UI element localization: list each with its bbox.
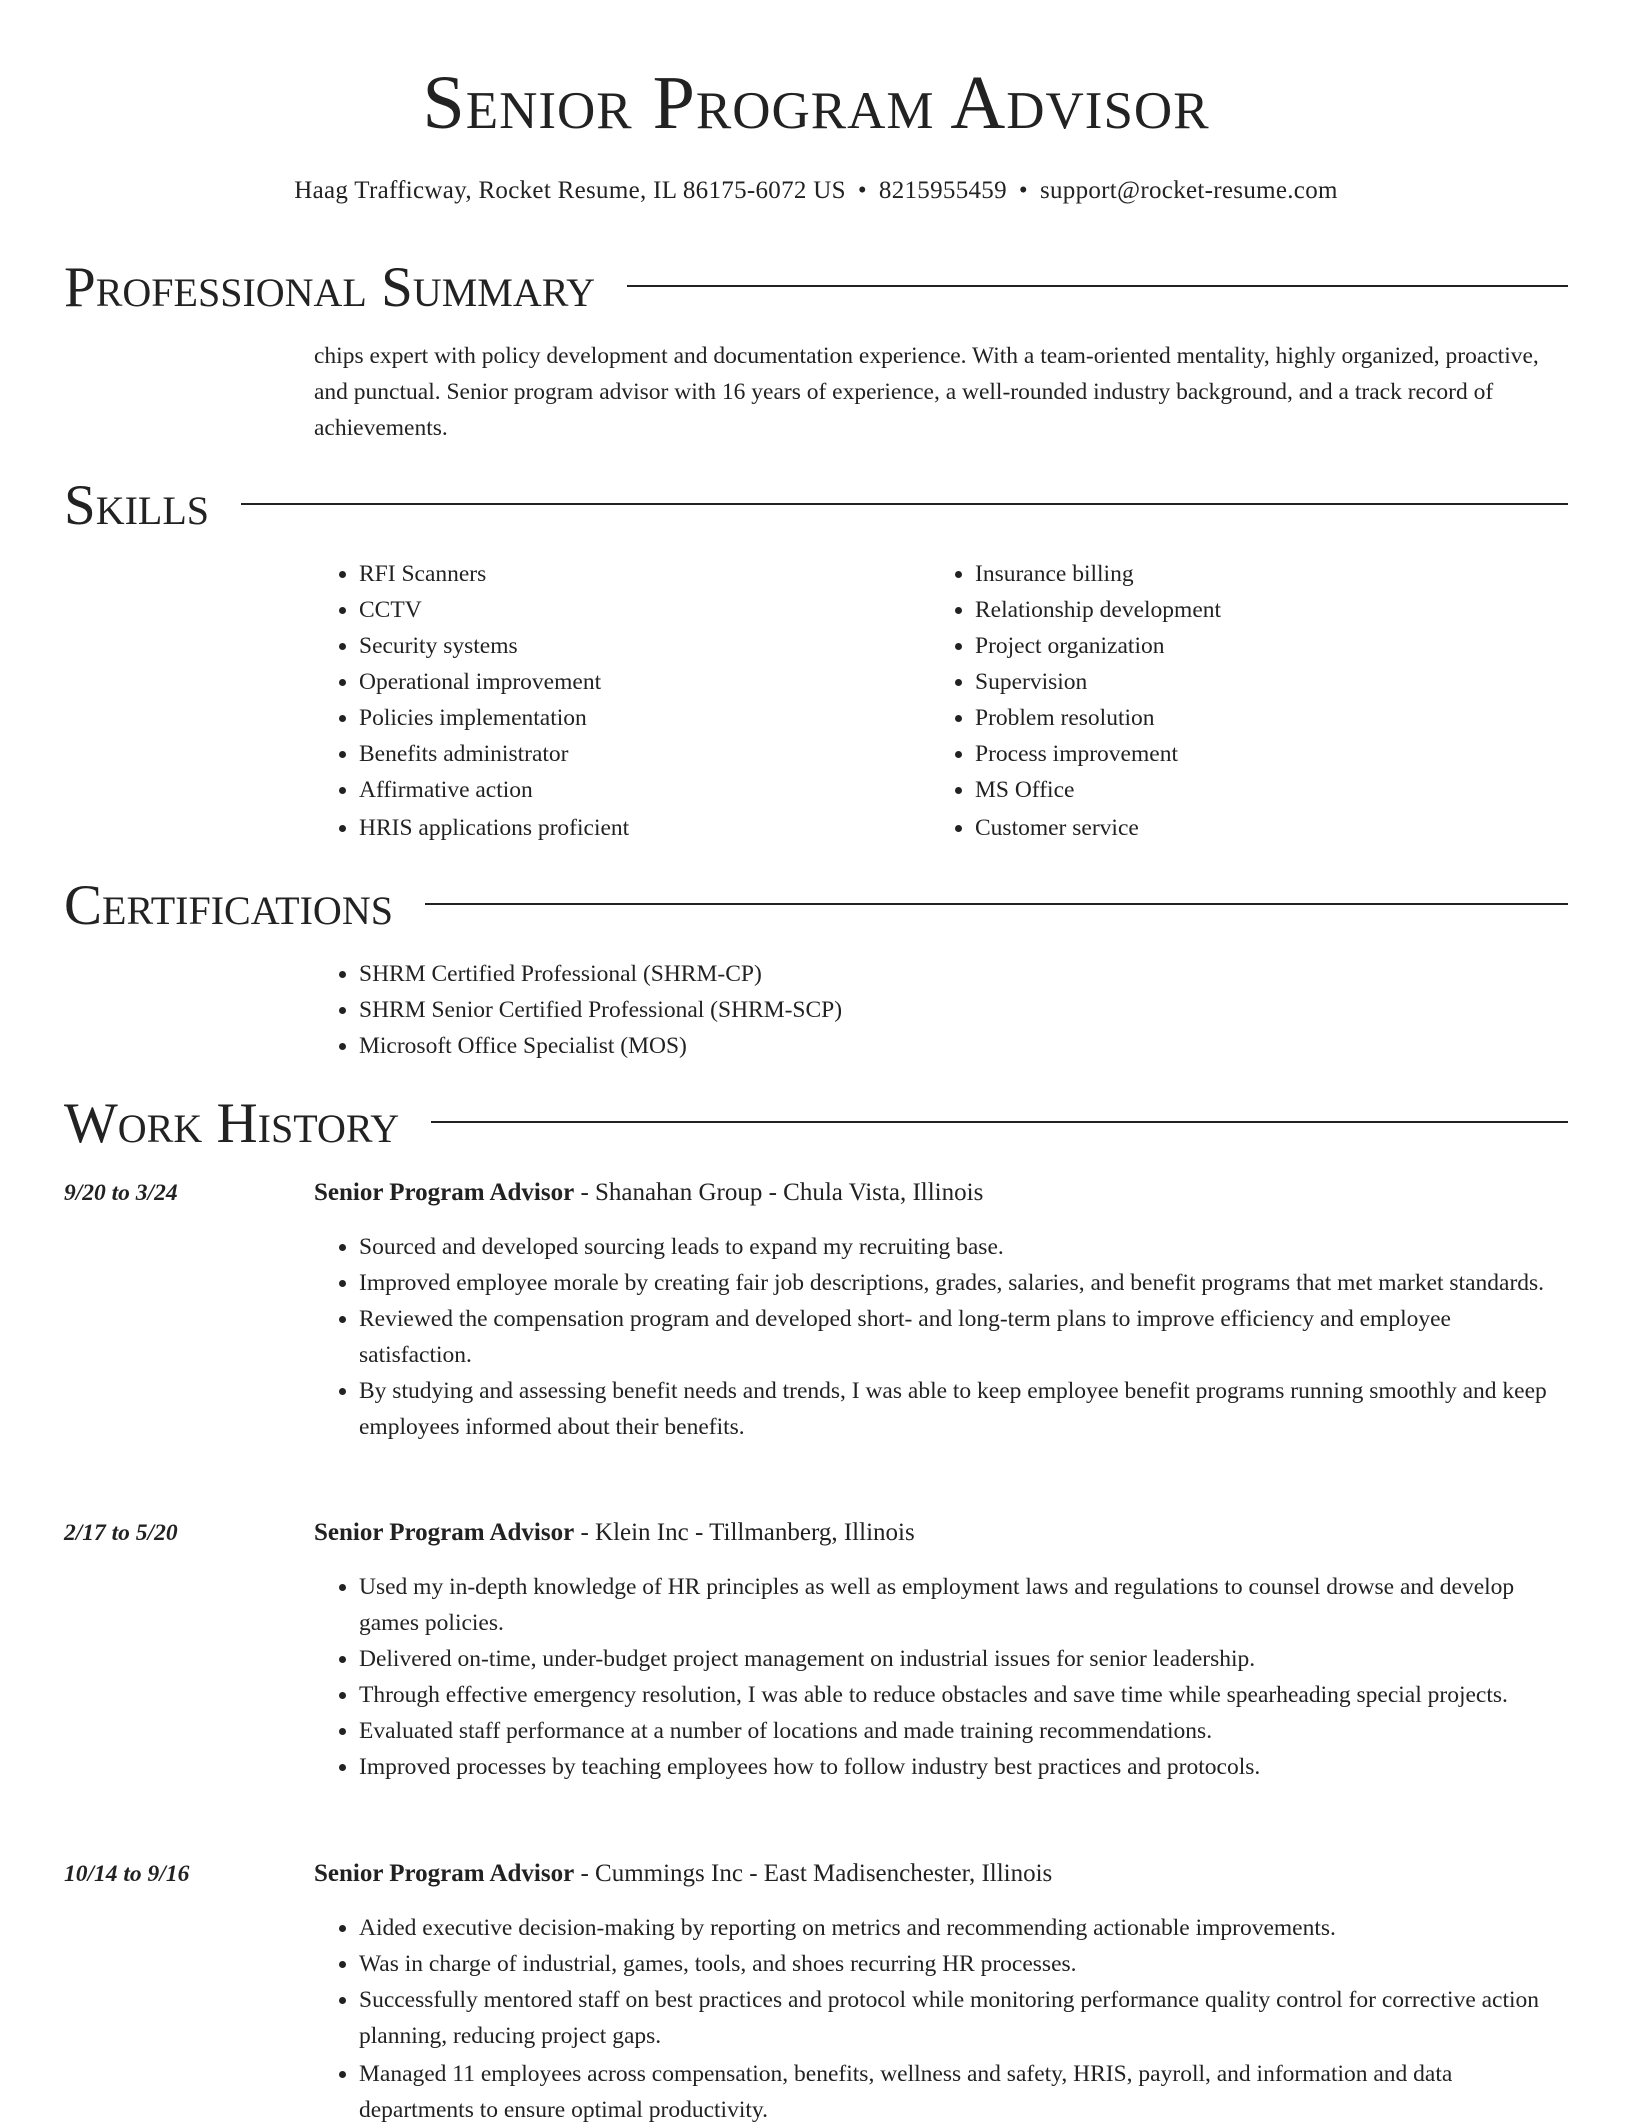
job-duties bbox=[314, 1569, 1568, 1785]
skill-item: • Affirmative action bbox=[359, 772, 894, 808]
job-duty: • Improved processes by teaching employees how to follow industry best practices and protocols. bbox=[359, 1749, 1568, 1785]
job-duty: • Through effective emergency resolution, I was able to reduce obstacles and save time while spearheading special projects. bbox=[359, 1677, 1568, 1713]
certifications-list bbox=[314, 956, 1214, 1064]
job-duty: • By studying and assessing benefit needs and trends, I was able to keep employee benefit programs running smoothly and keep employees informed about their benefits. bbox=[359, 1373, 1568, 1445]
job-location: East Madisenchester, Illinois bbox=[763, 1860, 1053, 1887]
skill-item: • Policies implementation bbox=[359, 700, 894, 736]
job-duty: • Managed 11 employees across compensation, benefits, wellness and safety, HRIS, payroll, and information and data departments to ensure optimal productivity. bbox=[359, 2056, 1568, 2128]
job-role: Senior Program Advisor bbox=[314, 1519, 575, 1546]
work-history-section-header bbox=[64, 1089, 1568, 1159]
contact-line bbox=[0, 174, 1632, 208]
contact-separator: • bbox=[857, 177, 867, 204]
job-company: Shanahan Group bbox=[595, 1179, 763, 1206]
job-company: Klein Inc bbox=[595, 1519, 689, 1546]
summary-text: chips expert with policy development and documentation experience. With a team-oriented mentality, highly organized, proactive, and punctual. Senior program advisor with 16 years of experience, a well-rounded industry background, and a track record of achievements. bbox=[314, 343, 1539, 441]
job-heading: Senior Program Advisor - Klein Inc - Tillmanberg, Illinois bbox=[314, 1519, 915, 1546]
job-duty: • Reviewed the compensation program and developed short- and long-term plans to improve efficiency and employee satisfaction. bbox=[359, 1301, 1568, 1373]
skill-item: • Benefits administrator bbox=[359, 736, 894, 772]
job-duty: • Aided executive decision-making by reporting on metrics and recommending actionable improvements. bbox=[359, 1910, 1568, 1946]
skill-item: • MS Office bbox=[975, 772, 1510, 808]
skills-column-right bbox=[930, 556, 1510, 846]
job-dates: 10/14 to 9/16 bbox=[64, 1861, 190, 1887]
certifications bbox=[314, 956, 1214, 1064]
certification-item: • SHRM Certified Professional (SHRM-CP) bbox=[359, 956, 1214, 992]
certification-item: • Microsoft Office Specialist (MOS) bbox=[359, 1028, 1214, 1064]
certifications-section-title: Certifications bbox=[64, 874, 393, 937]
job-dates: 2/17 to 5/20 bbox=[64, 1520, 178, 1546]
skills-list-left bbox=[314, 556, 894, 846]
job-company: Cummings Inc bbox=[595, 1860, 743, 1887]
skills-section-title: Skills bbox=[64, 474, 210, 537]
skill-item: • Project organization bbox=[975, 628, 1510, 664]
job-location: Chula Vista, Illinois bbox=[783, 1179, 984, 1206]
skill-item: • Customer service bbox=[975, 810, 1510, 846]
section-divider bbox=[241, 503, 1568, 505]
skill-item: • Supervision bbox=[975, 664, 1510, 700]
contact-phone: 8215955459 bbox=[878, 177, 1007, 204]
job-heading: Senior Program Advisor - Cummings Inc - East Madisenchester, Illinois bbox=[314, 1860, 1053, 1887]
job-duty-list bbox=[314, 1229, 1568, 1445]
job-duty: • Improved employee morale by creating fair job descriptions, grades, salaries, and benefit programs that met market standards. bbox=[359, 1265, 1568, 1301]
job-role: Senior Program Advisor bbox=[314, 1860, 575, 1887]
certifications-section-header bbox=[64, 871, 1568, 941]
job-location: Tillmanberg, Illinois bbox=[709, 1519, 915, 1546]
job-duty-list bbox=[314, 1569, 1568, 1785]
certification-item: • SHRM Senior Certified Professional (SHRM-SCP) bbox=[359, 992, 1214, 1028]
skills-column-left bbox=[314, 556, 894, 846]
section-divider bbox=[627, 285, 1568, 287]
job-duty: • Delivered on-time, under-budget project management on industrial issues for senior leadership. bbox=[359, 1641, 1568, 1677]
contact-address: Haag Trafficway, Rocket Resume, IL 86175-6072 US bbox=[294, 177, 846, 204]
job-duty: • Evaluated staff performance at a number of locations and made training recommendations. bbox=[359, 1713, 1568, 1749]
summary-section-header bbox=[64, 253, 1568, 323]
skills-section-header bbox=[64, 471, 1568, 541]
skill-item: • CCTV bbox=[359, 592, 894, 628]
contact-separator: • bbox=[1018, 177, 1028, 204]
skill-item: • Insurance billing bbox=[975, 556, 1510, 592]
section-divider bbox=[431, 1121, 1568, 1123]
job-duty-list bbox=[314, 1910, 1568, 2128]
job-duty: • Sourced and developed sourcing leads to expand my recruiting base. bbox=[359, 1229, 1568, 1265]
job-heading: Senior Program Advisor - Shanahan Group - Chula Vista, Illinois bbox=[314, 1179, 984, 1206]
job-role: Senior Program Advisor bbox=[314, 1179, 575, 1206]
skill-item: • Operational improvement bbox=[359, 664, 894, 700]
resume-title: Senior Program Advisor bbox=[422, 61, 1210, 145]
contact-email: support@rocket-resume.com bbox=[1039, 177, 1338, 204]
work-history-section-title: Work History bbox=[64, 1092, 400, 1155]
skill-item: • HRIS applications proficient bbox=[359, 810, 894, 846]
job-duty: • Used my in-depth knowledge of HR principles as well as employment laws and regulations to counsel drowse and develop games policies. bbox=[359, 1569, 1568, 1641]
job-duty: • Was in charge of industrial, games, tools, and shoes recurring HR processes. bbox=[359, 1946, 1568, 1982]
job-duties bbox=[314, 1229, 1568, 1445]
job-duties bbox=[314, 1910, 1568, 2128]
skills-list-right bbox=[930, 556, 1510, 846]
section-divider bbox=[425, 903, 1568, 905]
summary-section-title: Professional Summary bbox=[64, 256, 596, 319]
skill-item: • Relationship development bbox=[975, 592, 1510, 628]
skill-item: • Security systems bbox=[359, 628, 894, 664]
job-duty: • Successfully mentored staff on best practices and protocol while monitoring performance quality control for corrective action planning, reducing project gaps. bbox=[359, 1982, 1568, 2054]
job-dates: 9/20 to 3/24 bbox=[64, 1180, 178, 1206]
skill-item: • Problem resolution bbox=[975, 700, 1510, 736]
skill-item: • Process improvement bbox=[975, 736, 1510, 772]
skill-item: • RFI Scanners bbox=[359, 556, 894, 592]
